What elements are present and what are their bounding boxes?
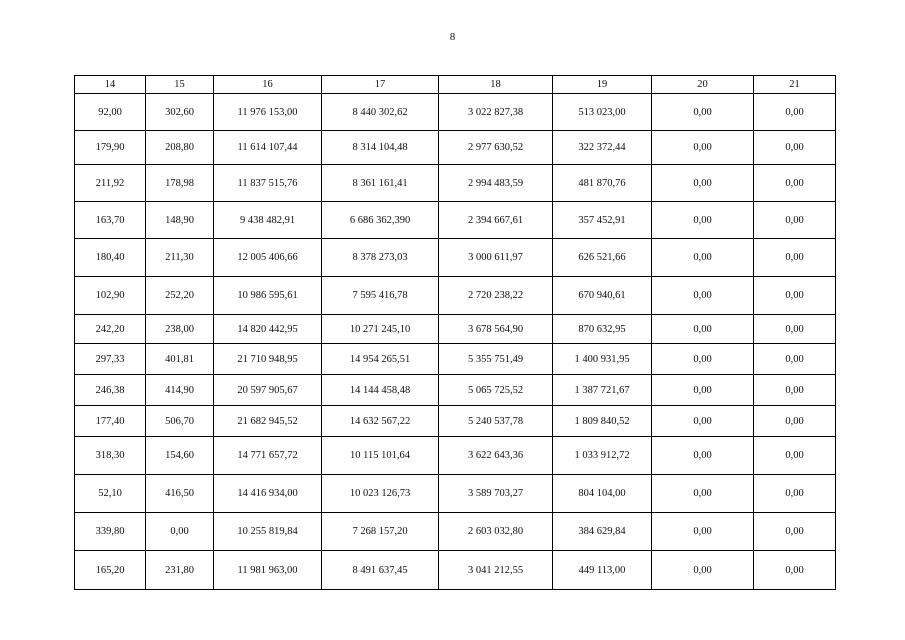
table-cell: 7 595 416,78 xyxy=(322,277,439,315)
table-cell: 9 438 482,91 xyxy=(214,202,322,239)
table-cell: 102,90 xyxy=(75,277,146,315)
table-cell: 11 981 963,00 xyxy=(214,551,322,590)
table-cell: 178,98 xyxy=(146,165,214,202)
table-cell: 8 361 161,41 xyxy=(322,165,439,202)
table-cell: 211,30 xyxy=(146,239,214,277)
table-cell: 0,00 xyxy=(754,406,836,437)
table-cell: 0,00 xyxy=(754,475,836,513)
table-cell: 1 400 931,95 xyxy=(553,344,652,375)
table-cell: 0,00 xyxy=(652,475,754,513)
table-cell: 0,00 xyxy=(652,513,754,551)
table-cell: 10 255 819,84 xyxy=(214,513,322,551)
table-row xyxy=(75,202,836,239)
table-row xyxy=(75,315,836,344)
table-cell: 1 033 912,72 xyxy=(553,437,652,475)
table-row xyxy=(75,344,836,375)
table-cell: 11 837 515,76 xyxy=(214,165,322,202)
table-cell: 165,20 xyxy=(75,551,146,590)
table-cell: 322 372,44 xyxy=(553,131,652,165)
table-cell: 14 820 442,95 xyxy=(214,315,322,344)
table-row xyxy=(75,375,836,406)
table-cell: 804 104,00 xyxy=(553,475,652,513)
table-cell: 10 023 126,73 xyxy=(322,475,439,513)
table-row xyxy=(75,277,836,315)
column-header: 21 xyxy=(754,76,836,94)
table-cell: 246,38 xyxy=(75,375,146,406)
table-cell: 506,70 xyxy=(146,406,214,437)
data-table xyxy=(74,75,836,590)
table-cell: 11 976 153,00 xyxy=(214,94,322,131)
column-header: 17 xyxy=(322,76,439,94)
table-cell: 3 622 643,36 xyxy=(439,437,553,475)
table-cell: 7 268 157,20 xyxy=(322,513,439,551)
table-cell: 357 452,91 xyxy=(553,202,652,239)
table-cell: 3 000 611,97 xyxy=(439,239,553,277)
table-cell: 208,80 xyxy=(146,131,214,165)
table-row xyxy=(75,165,836,202)
table-cell: 10 115 101,64 xyxy=(322,437,439,475)
table-cell: 0,00 xyxy=(652,406,754,437)
table-cell: 52,10 xyxy=(75,475,146,513)
column-header: 15 xyxy=(146,76,214,94)
table-cell: 92,00 xyxy=(75,94,146,131)
table-cell: 0,00 xyxy=(652,551,754,590)
table-cell: 180,40 xyxy=(75,239,146,277)
table-cell: 0,00 xyxy=(754,375,836,406)
table-row xyxy=(75,475,836,513)
table-row xyxy=(75,131,836,165)
table-cell: 0,00 xyxy=(652,239,754,277)
table-cell: 0,00 xyxy=(652,94,754,131)
table-row xyxy=(75,406,836,437)
table-cell: 339,80 xyxy=(75,513,146,551)
table-cell: 177,40 xyxy=(75,406,146,437)
table-cell: 449 113,00 xyxy=(553,551,652,590)
table-cell: 14 632 567,22 xyxy=(322,406,439,437)
table-cell: 21 682 945,52 xyxy=(214,406,322,437)
table-cell: 8 491 637,45 xyxy=(322,551,439,590)
table-cell: 242,20 xyxy=(75,315,146,344)
table-cell: 179,90 xyxy=(75,131,146,165)
table-cell: 5 240 537,78 xyxy=(439,406,553,437)
table-cell: 148,90 xyxy=(146,202,214,239)
table-cell: 231,80 xyxy=(146,551,214,590)
column-header: 20 xyxy=(652,76,754,94)
table-cell: 0,00 xyxy=(652,131,754,165)
table-cell: 297,33 xyxy=(75,344,146,375)
table-cell: 513 023,00 xyxy=(553,94,652,131)
table-cell: 0,00 xyxy=(754,239,836,277)
table-cell: 0,00 xyxy=(754,277,836,315)
table-cell: 12 005 406,66 xyxy=(214,239,322,277)
table-cell: 0,00 xyxy=(754,437,836,475)
table-row xyxy=(75,513,836,551)
table-cell: 5 355 751,49 xyxy=(439,344,553,375)
table-cell: 414,90 xyxy=(146,375,214,406)
table-cell: 5 065 725,52 xyxy=(439,375,553,406)
table-cell: 2 994 483,59 xyxy=(439,165,553,202)
table-cell: 20 597 905,67 xyxy=(214,375,322,406)
table-cell: 8 440 302,62 xyxy=(322,94,439,131)
column-header: 16 xyxy=(214,76,322,94)
table-cell: 3 589 703,27 xyxy=(439,475,553,513)
table-cell: 0,00 xyxy=(652,315,754,344)
table-cell: 3 678 564,90 xyxy=(439,315,553,344)
table-cell: 6 686 362,390 xyxy=(322,202,439,239)
table-row xyxy=(75,437,836,475)
table-cell: 0,00 xyxy=(652,202,754,239)
table-cell: 416,50 xyxy=(146,475,214,513)
table-cell: 401,81 xyxy=(146,344,214,375)
table-cell: 10 271 245,10 xyxy=(322,315,439,344)
table-cell: 2 603 032,80 xyxy=(439,513,553,551)
table-cell: 211,92 xyxy=(75,165,146,202)
table-cell: 626 521,66 xyxy=(553,239,652,277)
column-header: 18 xyxy=(439,76,553,94)
table-cell: 384 629,84 xyxy=(553,513,652,551)
table-cell: 10 986 595,61 xyxy=(214,277,322,315)
table-cell: 0,00 xyxy=(754,551,836,590)
table-cell: 0,00 xyxy=(754,202,836,239)
table-cell: 21 710 948,95 xyxy=(214,344,322,375)
table-cell: 1 809 840,52 xyxy=(553,406,652,437)
table-cell: 14 416 934,00 xyxy=(214,475,322,513)
table-cell: 2 977 630,52 xyxy=(439,131,553,165)
table-cell: 0,00 xyxy=(754,513,836,551)
table-cell: 0,00 xyxy=(754,94,836,131)
table-cell: 0,00 xyxy=(754,165,836,202)
table-cell: 14 144 458,48 xyxy=(322,375,439,406)
table-cell: 0,00 xyxy=(652,165,754,202)
table-row xyxy=(75,94,836,131)
table-cell: 14 954 265,51 xyxy=(322,344,439,375)
table-cell: 481 870,76 xyxy=(553,165,652,202)
table-cell: 2 720 238,22 xyxy=(439,277,553,315)
table-cell: 0,00 xyxy=(652,375,754,406)
table-cell: 14 771 657,72 xyxy=(214,437,322,475)
table-cell: 8 378 273,03 xyxy=(322,239,439,277)
page-number: 8 xyxy=(449,31,456,43)
table-cell: 0,00 xyxy=(652,344,754,375)
table-cell: 154,60 xyxy=(146,437,214,475)
table-cell: 670 940,61 xyxy=(553,277,652,315)
table-cell: 0,00 xyxy=(754,131,836,165)
table-cell: 238,00 xyxy=(146,315,214,344)
column-header: 14 xyxy=(75,76,146,94)
table-cell: 1 387 721,67 xyxy=(553,375,652,406)
column-header: 19 xyxy=(553,76,652,94)
table-cell: 163,70 xyxy=(75,202,146,239)
table-cell: 0,00 xyxy=(754,344,836,375)
table-cell: 252,20 xyxy=(146,277,214,315)
table-cell: 11 614 107,44 xyxy=(214,131,322,165)
table-cell: 0,00 xyxy=(652,437,754,475)
table-cell: 318,30 xyxy=(75,437,146,475)
table-cell: 0,00 xyxy=(754,315,836,344)
table-row xyxy=(75,239,836,277)
table-row xyxy=(75,551,836,590)
header-row xyxy=(75,76,836,94)
table-cell: 870 632,95 xyxy=(553,315,652,344)
table-cell: 2 394 667,61 xyxy=(439,202,553,239)
table-cell: 0,00 xyxy=(652,277,754,315)
table-header xyxy=(75,76,836,94)
table-cell: 3 022 827,38 xyxy=(439,94,553,131)
table-cell: 302,60 xyxy=(146,94,214,131)
table-cell: 0,00 xyxy=(146,513,214,551)
table-body xyxy=(75,94,836,590)
table-cell: 8 314 104,48 xyxy=(322,131,439,165)
table-cell: 3 041 212,55 xyxy=(439,551,553,590)
